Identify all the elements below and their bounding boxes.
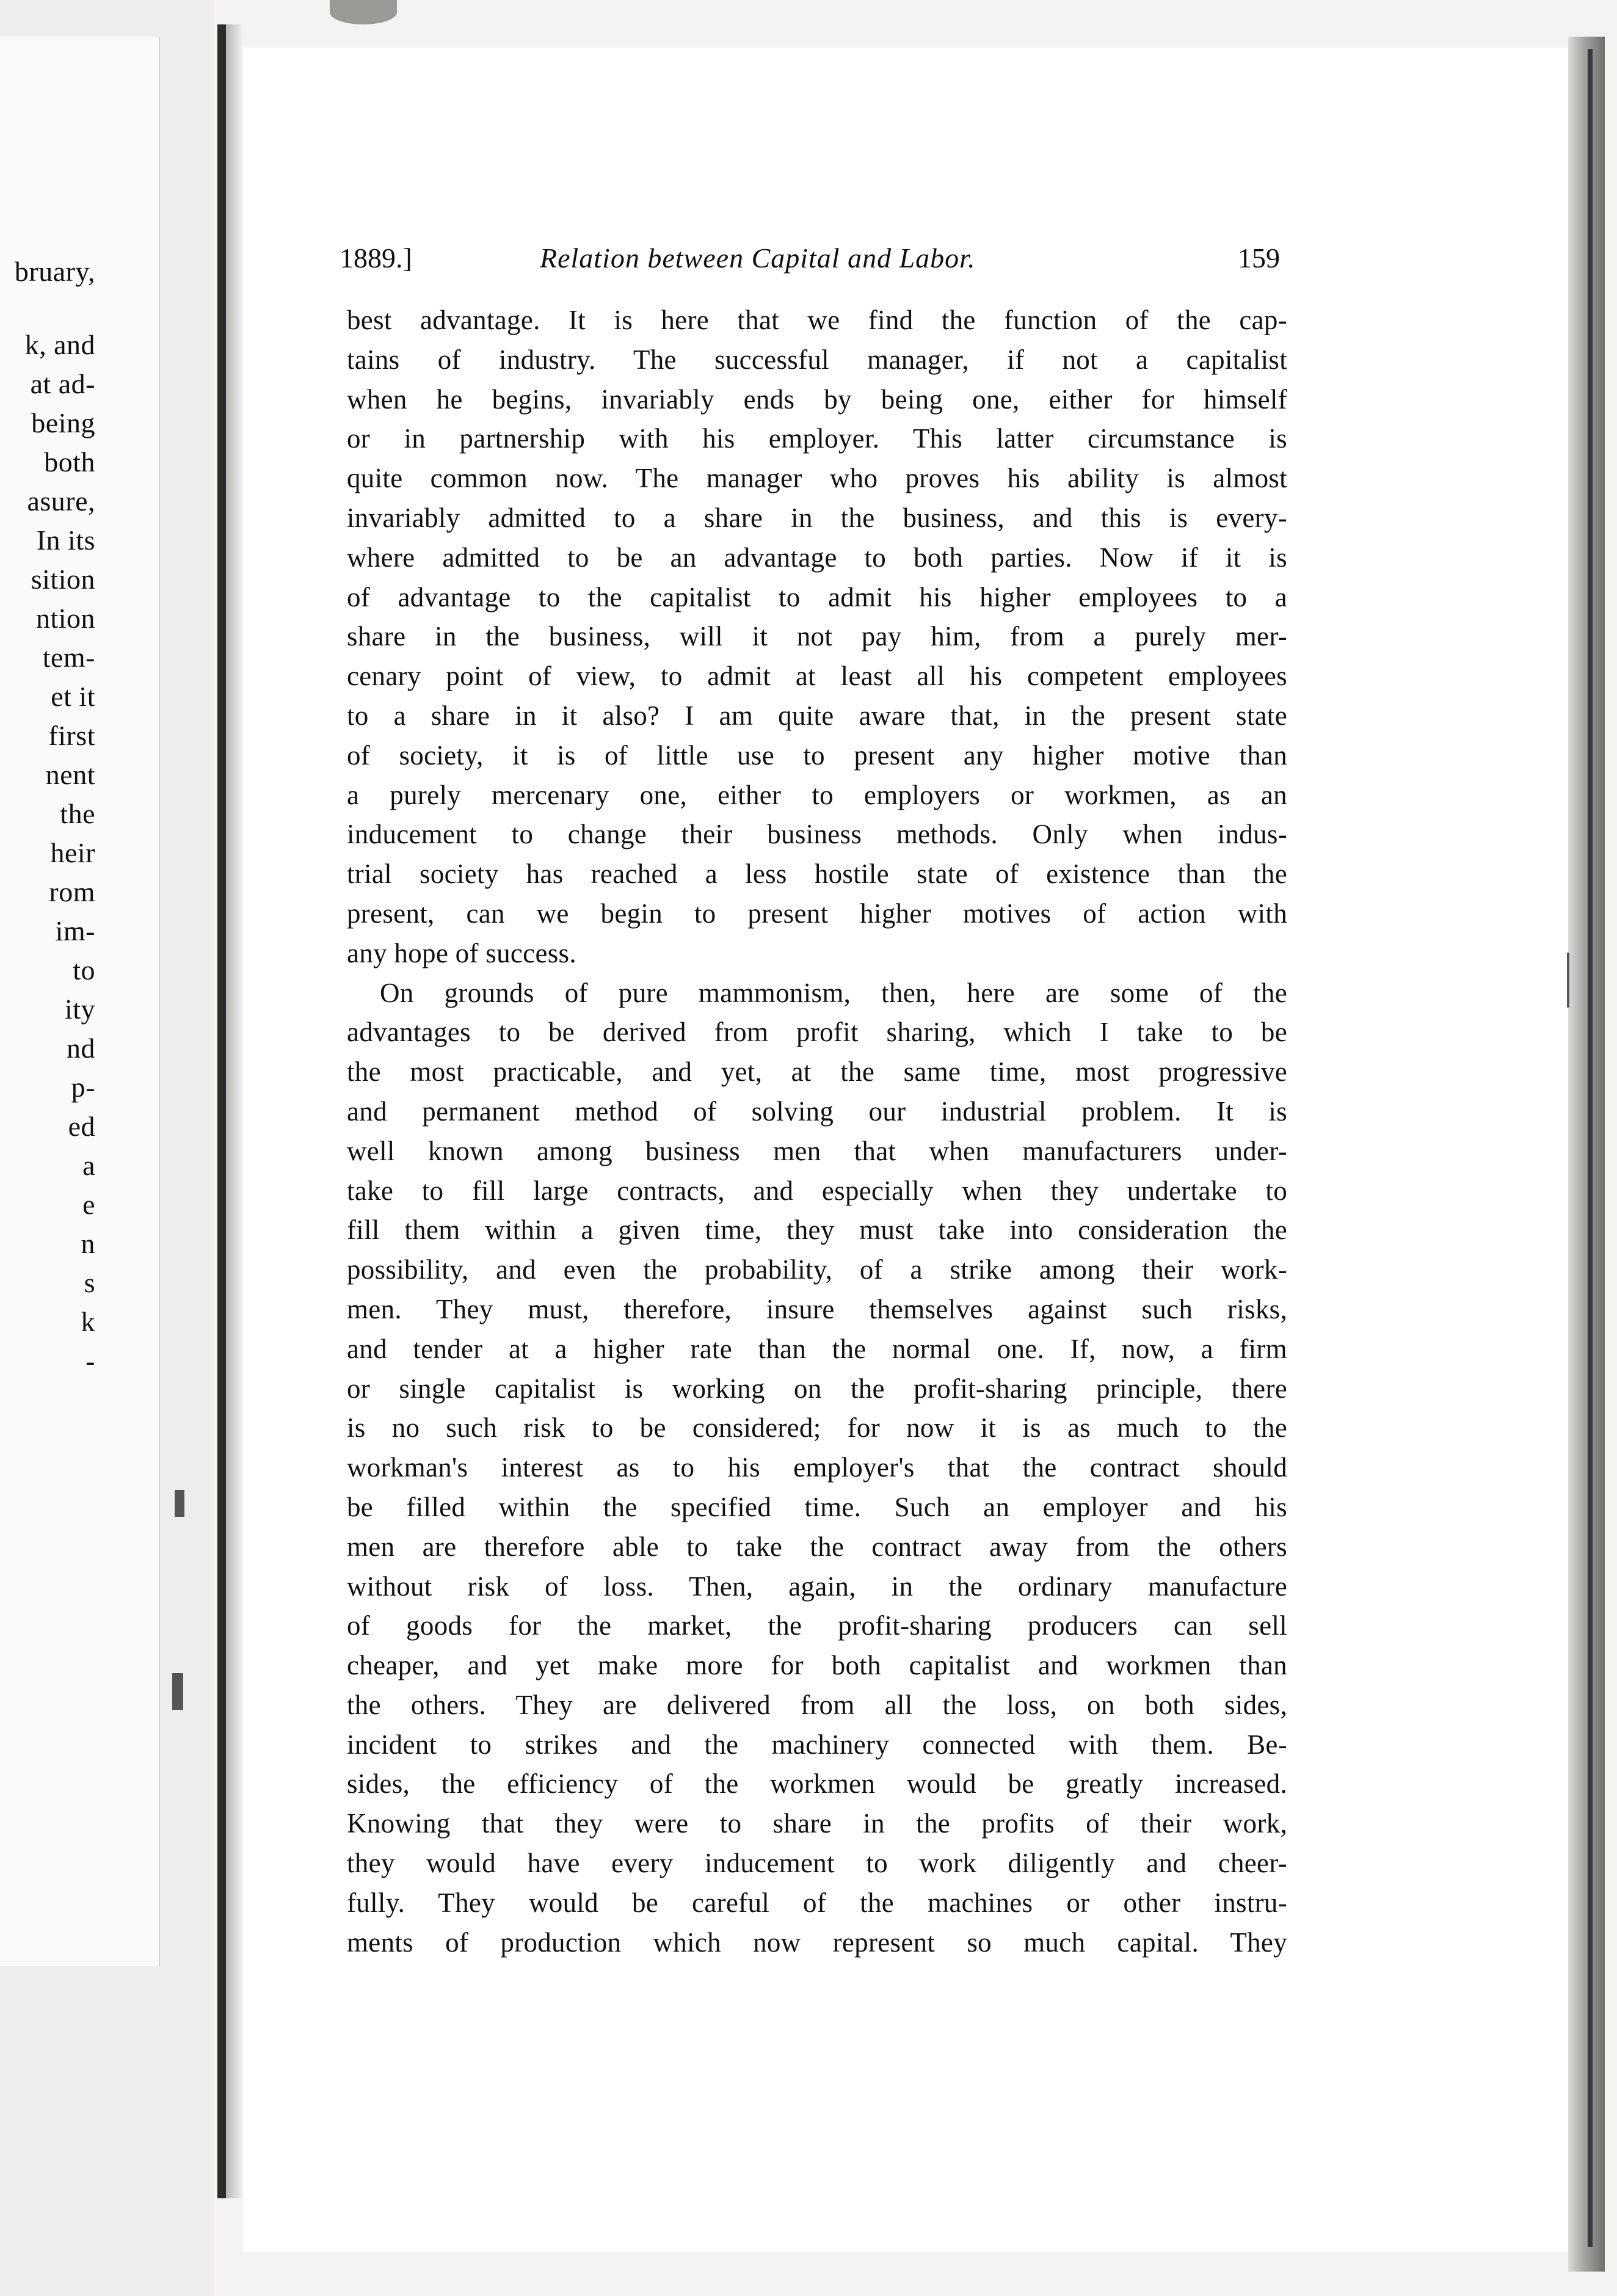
left-facing-page (0, 0, 214, 2296)
text-line: men. They must, therefore, insure themselves against such risks, (347, 1293, 1287, 1324)
text-line: best advantage. It is here that we find the function of the cap- (347, 305, 1287, 335)
left-fragment: nent (45, 759, 95, 790)
page-number: 159 (1238, 242, 1280, 274)
text-line: workman's interest as to his employer's that the contract should (347, 1452, 1287, 1483)
left-fragment: e (82, 1189, 95, 1220)
running-head (340, 242, 1280, 278)
left-fragment: nd (67, 1033, 95, 1064)
left-fragment: both (44, 446, 95, 478)
text-line: or in partnership with his employer. This latter circumstance is (347, 423, 1287, 454)
text-line: invariably admitted to a share in the business, and this is every- (347, 502, 1287, 533)
left-fragment: im- (55, 915, 95, 946)
text-line: quite common now. The manager who proves his ability is almost (347, 463, 1287, 494)
text-line: present, can we begin to present higher motives of action with (347, 898, 1287, 929)
text-line: share in the business, will it not pay him, from a purely mer- (347, 621, 1287, 652)
left-page-text-fragments (0, 37, 95, 1966)
left-fragment: bruary, (14, 256, 95, 287)
left-fragment: heir (50, 837, 95, 868)
text-line: sides, the efficiency of the workmen would be greatly increased. (347, 1768, 1287, 1800)
text-line: or single capitalist is working on the profit-sharing principle, there (347, 1373, 1287, 1404)
binding-gutter (217, 24, 226, 2198)
text-line: and tender at a higher rate than the normal one. If, now, a firm (347, 1333, 1287, 1364)
header-year: 1889.] (340, 242, 412, 274)
left-fragment: et it (51, 681, 95, 712)
text-line: take to fill large contracts, and especially when they undertake to (347, 1175, 1287, 1206)
text-line: trial society has reached a less hostile state of existence than the (347, 859, 1287, 890)
binding-mark (172, 1673, 183, 1710)
text-line: the most practicable, and yet, at the same time, most progressive (347, 1056, 1287, 1088)
left-fragment: sition (31, 564, 95, 595)
text-line: well known among business men that when manufacturers under- (347, 1135, 1287, 1166)
text-line: of goods for the market, the profit-sharing producers can sell (347, 1610, 1287, 1641)
page-edge-mark (1567, 953, 1569, 1008)
paragraph-first-line: On grounds of pure mammonism, then, here are some of the (380, 977, 1287, 1008)
body-text (347, 300, 1287, 1962)
left-fragment: s (84, 1267, 95, 1298)
text-line: inducement to change their business methods. Only when indus- (347, 819, 1287, 850)
text-line: to a share in it also? I am quite aware that, in the present state (347, 700, 1287, 731)
binding-mark (175, 1490, 184, 1517)
left-fragment: the (60, 798, 95, 829)
left-page-paper (0, 37, 160, 1966)
text-line: when he begins, invariably ends by being one, either for himself (347, 383, 1287, 415)
text-line: is no such risk to be considered; for now it is as much to the (347, 1412, 1287, 1444)
text-line: cheaper, and yet make more for both capitalist and workmen than (347, 1650, 1287, 1681)
gutter-shadow (226, 24, 243, 2198)
left-fragment: rom (49, 876, 95, 907)
text-line: tains of industry. The successful manager, if not a capitalist (347, 344, 1287, 375)
text-line: cenary point of view, to admit at least all his competent employees (347, 661, 1287, 692)
left-fragment: a (82, 1150, 95, 1181)
page-edge-stack (1568, 37, 1605, 2272)
text-line: be filled within the specified time. Such an employer and his (347, 1491, 1287, 1522)
text-line: of advantage to the capitalist to admit his higher employees to a (347, 581, 1287, 612)
text-line: men are therefore able to take the contract away from the others (347, 1531, 1287, 1562)
left-fragment: ntion (35, 603, 95, 634)
text-line: they would have every inducement to work diligently and cheer- (347, 1848, 1287, 1879)
left-fragment: ed (68, 1111, 95, 1142)
left-fragment: tem- (42, 642, 95, 673)
text-line: ments of production which now represent so much capital. They (347, 1927, 1287, 1958)
text-line: fill them within a given time, they must take into consideration the (347, 1215, 1287, 1246)
left-fragment: - (85, 1345, 95, 1376)
text-line: possibility, and even the probability, of a strike among their work- (347, 1254, 1287, 1285)
text-line: fully. They would be careful of the machines or other instru- (347, 1887, 1287, 1918)
left-fragment: n (81, 1228, 95, 1259)
text-line: where admitted to be an advantage to both parties. Now if it is (347, 542, 1287, 573)
scan-smudge (330, 0, 397, 24)
text-line: without risk of loss. Then, again, in the ordinary manufacture (347, 1571, 1287, 1602)
left-fragment: ity (64, 994, 95, 1025)
text-line: advantages to be derived from profit sharing, which I take to be (347, 1017, 1287, 1048)
left-fragment: k (81, 1306, 95, 1337)
left-fragment: In its (36, 525, 95, 556)
left-fragment: asure, (27, 485, 95, 517)
text-line: a purely mercenary one, either to employers or workmen, as an (347, 779, 1287, 810)
left-fragment: k, and (24, 329, 95, 360)
text-line: of society, it is of little use to present any higher motive than (347, 739, 1287, 771)
text-line: and permanent method of solving our industrial problem. It is (347, 1095, 1287, 1127)
text-line: the others. They are delivered from all the loss, on both sides, (347, 1689, 1287, 1720)
left-fragment: p- (71, 1072, 95, 1103)
page-edge-line (1588, 49, 1593, 2247)
left-fragment: first (48, 720, 95, 751)
text-line: Knowing that they were to share in the profits of their work, (347, 1808, 1287, 1839)
left-fragment: to (73, 954, 95, 986)
left-fragment: being (31, 407, 95, 438)
left-fragment: at ad- (30, 368, 95, 399)
header-title: Relation between Capital and Labor. (540, 242, 976, 274)
text-line: any hope of success. (347, 937, 576, 968)
text-line: incident to strikes and the machinery connected with them. Be- (347, 1729, 1287, 1760)
